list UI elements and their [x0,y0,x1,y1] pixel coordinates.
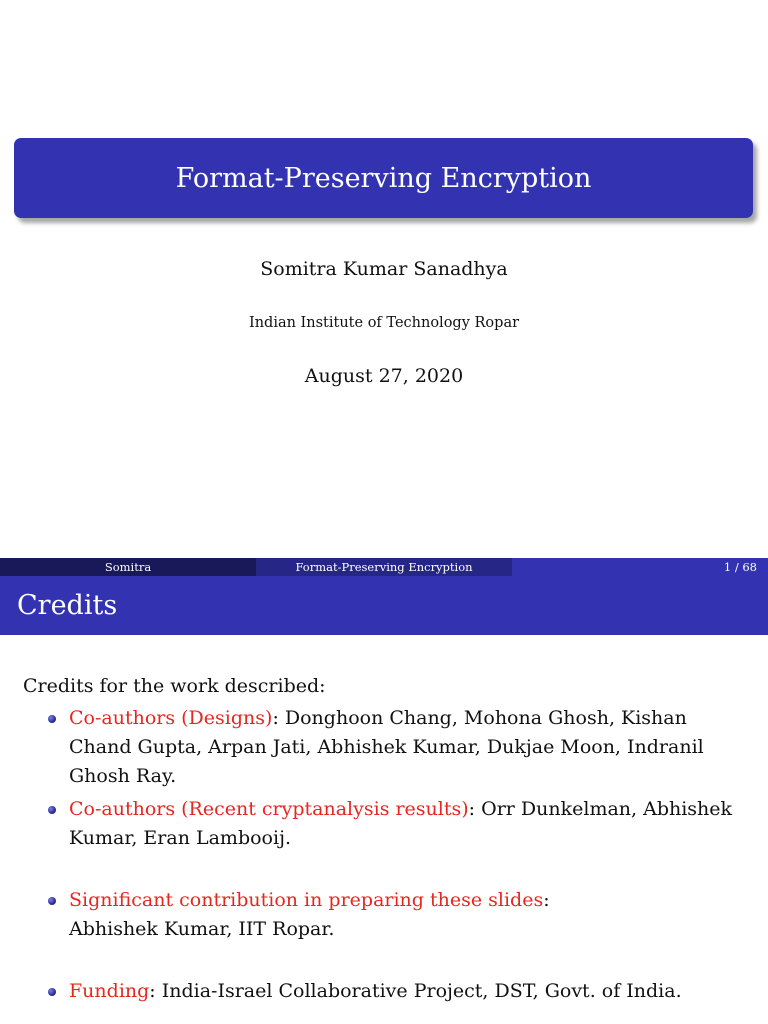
item-text: Orr Dunkelman, Abhishek Kumar, Eran Lambooij. [69,798,733,849]
footer-author-text: Somitra [104,560,152,574]
item-text: Abhishek Kumar, IIT Ropar. [69,918,335,940]
credits-body [23,672,753,1006]
item-separator: : [543,889,550,911]
item-text: India-Israel Collaborative Project, DST, Govt. of India. [155,980,682,1002]
item-separator: : [468,798,476,820]
presentation-title: Format-Preserving Encryption [175,162,592,194]
footer-page-number [512,558,768,576]
item-separator: : [149,980,156,1002]
title-banner [14,138,753,218]
list-item [23,977,753,1006]
item-text: Donghoon Chang, Mohona Ghosh, Kishan Chand Gupta, Arpan Jati, Abhishek Kumar, Dukjae Moon, Indranil Ghosh Ray. [69,707,704,787]
bullet-icon [48,988,56,996]
list-item [23,704,753,791]
slide-footer [0,558,768,576]
author-name: Somitra Kumar Sanadhya [260,258,508,280]
bullet-icon [48,806,56,814]
footer-author [0,558,256,576]
credits-heading: Credits [17,590,118,621]
credits-list [23,704,753,1006]
credits-intro: Credits for the work described: [23,675,326,697]
bullet-icon [48,715,56,723]
footer-title-text: Format-Preserving Encryption [295,560,473,574]
footer-page-text: 1 / 68 [723,560,757,574]
item-label: Funding [69,980,150,1002]
footer-title [256,558,512,576]
list-item [23,886,753,944]
institute-name: Indian Institute of Technology Ropar [248,315,520,331]
bullet-icon [48,897,56,905]
item-label: Significant contribution in preparing these slides [69,889,544,911]
presentation-date: August 27, 2020 [304,365,464,387]
frame-title [0,576,768,635]
item-label: Co-authors (Designs) [69,707,273,729]
list-item [23,795,753,853]
item-label: Co-authors (Recent cryptanalysis results) [69,798,469,820]
item-separator: : [272,707,279,729]
